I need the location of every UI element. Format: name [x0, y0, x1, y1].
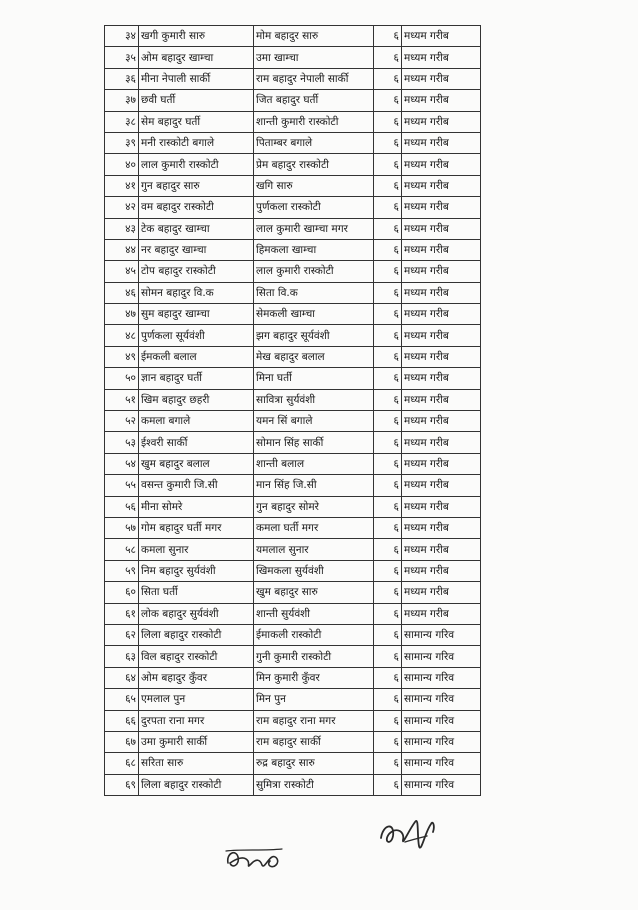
table-row [105, 411, 481, 432]
guardian-name-cell: खिमकला सुर्यवंशी [254, 560, 374, 581]
ward-number-cell: ६ [374, 646, 402, 667]
serial-number-cell: ६४ [105, 667, 139, 688]
ward-number-cell: ६ [374, 411, 402, 432]
ward-number-cell: ६ [374, 475, 402, 496]
serial-number-cell: ६० [105, 582, 139, 603]
guardian-name-cell: जित बहादुर घर्ती [254, 90, 374, 111]
poverty-category-cell: सामान्य गरिव [402, 710, 481, 731]
ward-number-cell: ६ [374, 496, 402, 517]
poverty-category-cell: मध्यम गरीब [402, 496, 481, 517]
serial-number-cell: ६८ [105, 753, 139, 774]
beneficiary-name-cell: खिम बहादुर छहरी [139, 389, 254, 410]
ward-number-cell: ६ [374, 667, 402, 688]
ward-number-cell: ६ [374, 731, 402, 752]
serial-number-cell: ६६ [105, 710, 139, 731]
serial-number-cell: ४७ [105, 304, 139, 325]
beneficiary-name-cell: सरिता सारु [139, 753, 254, 774]
beneficiary-name-cell: वम बहादुर रास्कोटी [139, 197, 254, 218]
beneficiary-name-cell: लिला बहादुर रास्कोटी [139, 624, 254, 645]
guardian-name-cell: राम बहादुर सार्की [254, 731, 374, 752]
poverty-category-cell: मध्यम गरीब [402, 582, 481, 603]
table-row [105, 154, 481, 175]
poverty-category-cell: मध्यम गरीब [402, 475, 481, 496]
ward-number-cell: ६ [374, 517, 402, 538]
beneficiary-name-cell: निम बहादुर सुर्यवंशी [139, 560, 254, 581]
serial-number-cell: ४४ [105, 239, 139, 260]
guardian-name-cell: यमलाल सुनार [254, 539, 374, 560]
guardian-name-cell: उमा खाम्चा [254, 47, 374, 68]
table-row [105, 132, 481, 153]
ward-number-cell: ६ [374, 389, 402, 410]
guardian-name-cell: गुन बहादुर सोमरे [254, 496, 374, 517]
serial-number-cell: ३५ [105, 47, 139, 68]
poverty-category-cell: मध्यम गरीब [402, 68, 481, 89]
beneficiary-name-cell: पुर्णकला सूर्यवंशी [139, 325, 254, 346]
signature-left [222, 843, 288, 877]
beneficiary-name-cell: वसन्त कुमारी जि.सी [139, 475, 254, 496]
ward-number-cell: ६ [374, 432, 402, 453]
ward-number-cell: ६ [374, 261, 402, 282]
serial-number-cell: ६२ [105, 624, 139, 645]
poverty-category-cell: सामान्य गरिव [402, 753, 481, 774]
ward-number-cell: ६ [374, 774, 402, 795]
guardian-name-cell: लाल कुमारी रास्कोटी [254, 261, 374, 282]
beneficiary-name-cell: कमला सुनार [139, 539, 254, 560]
table-row [105, 325, 481, 346]
guardian-name-cell: कमला घर्ती मगर [254, 517, 374, 538]
guardian-name-cell: रुद्र बहादुर सारु [254, 753, 374, 774]
ward-number-cell: ६ [374, 624, 402, 645]
poverty-category-cell: मध्यम गरीब [402, 389, 481, 410]
ward-number-cell: ६ [374, 453, 402, 474]
guardian-name-cell: लाल कुमारी खाम्चा मगर [254, 218, 374, 239]
guardian-name-cell: मोम बहादुर सारु [254, 26, 374, 47]
poverty-category-cell: मध्यम गरीब [402, 175, 481, 196]
table-row [105, 261, 481, 282]
beneficiary-name-cell: टेक बहादुर खाम्चा [139, 218, 254, 239]
guardian-name-cell: मान सिंह जि.सी [254, 475, 374, 496]
serial-number-cell: ५४ [105, 453, 139, 474]
ward-number-cell: ६ [374, 346, 402, 367]
serial-number-cell: ४३ [105, 218, 139, 239]
serial-number-cell: ६५ [105, 689, 139, 710]
guardian-name-cell: सेमकली खाम्चा [254, 304, 374, 325]
beneficiary-name-cell: लोक बहादुर सुर्यवंशी [139, 603, 254, 624]
ward-number-cell: ६ [374, 689, 402, 710]
serial-number-cell: ४६ [105, 282, 139, 303]
table-row [105, 239, 481, 260]
beneficiary-name-cell: लिला बहादुर रास्कोटी [139, 774, 254, 795]
table-row [105, 774, 481, 795]
poverty-category-cell: मध्यम गरीब [402, 368, 481, 389]
serial-number-cell: ४९ [105, 346, 139, 367]
table-row [105, 646, 481, 667]
serial-number-cell: ३९ [105, 132, 139, 153]
poverty-category-cell: मध्यम गरीब [402, 325, 481, 346]
table-row [105, 603, 481, 624]
table-row [105, 624, 481, 645]
beneficiary-name-cell: छवी घर्ती [139, 90, 254, 111]
poverty-category-cell: मध्यम गरीब [402, 47, 481, 68]
serial-number-cell: ५२ [105, 411, 139, 432]
serial-number-cell: ५० [105, 368, 139, 389]
beneficiary-name-cell: दुरपता राना मगर [139, 710, 254, 731]
serial-number-cell: ६१ [105, 603, 139, 624]
guardian-name-cell: ईमाकली रास्कोटी [254, 624, 374, 645]
table-row [105, 68, 481, 89]
poverty-category-cell: मध्यम गरीब [402, 239, 481, 260]
table-row [105, 175, 481, 196]
table-row [105, 689, 481, 710]
serial-number-cell: ४२ [105, 197, 139, 218]
beneficiary-name-cell: कमला बगाले [139, 411, 254, 432]
beneficiary-table [104, 25, 481, 796]
poverty-category-cell: सामान्य गरिव [402, 689, 481, 710]
table-row [105, 582, 481, 603]
poverty-category-cell: मध्यम गरीब [402, 132, 481, 153]
beneficiary-name-cell: नर बहादुर खाम्चा [139, 239, 254, 260]
guardian-name-cell: मिन पुन [254, 689, 374, 710]
ward-number-cell: ६ [374, 325, 402, 346]
poverty-category-cell: मध्यम गरीब [402, 411, 481, 432]
table-row [105, 475, 481, 496]
beneficiary-name-cell: ओम बहादुर खाम्चा [139, 47, 254, 68]
serial-number-cell: ३८ [105, 111, 139, 132]
beneficiary-name-cell: सेम बहादुर घर्ती [139, 111, 254, 132]
table-row [105, 517, 481, 538]
signature-right [375, 812, 445, 860]
ward-number-cell: ६ [374, 218, 402, 239]
poverty-category-cell: मध्यम गरीब [402, 26, 481, 47]
poverty-category-cell: सामान्य गरिव [402, 667, 481, 688]
serial-number-cell: ४१ [105, 175, 139, 196]
serial-number-cell: ५३ [105, 432, 139, 453]
beneficiary-name-cell: लाल कुमारी रास्कोटी [139, 154, 254, 175]
beneficiary-name-cell: ईमकली बलाल [139, 346, 254, 367]
guardian-name-cell: राम बहादुर राना मगर [254, 710, 374, 731]
guardian-name-cell: शान्ती कुमारी रास्कोटी [254, 111, 374, 132]
table-row [105, 346, 481, 367]
guardian-name-cell: सुमित्रा रास्कोटी [254, 774, 374, 795]
ward-number-cell: ६ [374, 603, 402, 624]
beneficiary-name-cell: खगी कुमारी सारु [139, 26, 254, 47]
table-row [105, 197, 481, 218]
table-row [105, 26, 481, 47]
guardian-name-cell: खगि सारु [254, 175, 374, 196]
poverty-category-cell: सामान्य गरिव [402, 774, 481, 795]
guardian-name-cell: सोमान सिंह सार्की [254, 432, 374, 453]
guardian-name-cell: मिन कुमारी कुँवर [254, 667, 374, 688]
ward-number-cell: ६ [374, 753, 402, 774]
ward-number-cell: ६ [374, 539, 402, 560]
poverty-category-cell: मध्यम गरीब [402, 261, 481, 282]
ward-number-cell: ६ [374, 560, 402, 581]
beneficiary-name-cell: एमलाल पुन [139, 689, 254, 710]
table-row [105, 539, 481, 560]
table-row [105, 368, 481, 389]
poverty-category-cell: सामान्य गरिव [402, 624, 481, 645]
poverty-category-cell: मध्यम गरीब [402, 304, 481, 325]
guardian-name-cell: पुर्णकला रास्कोटी [254, 197, 374, 218]
poverty-category-cell: मध्यम गरीब [402, 517, 481, 538]
table-row [105, 496, 481, 517]
poverty-category-cell: मध्यम गरीब [402, 154, 481, 175]
poverty-category-cell: सामान्य गरिव [402, 731, 481, 752]
guardian-name-cell: झग बहादुर सूर्यवंशी [254, 325, 374, 346]
table-row [105, 304, 481, 325]
table-row [105, 753, 481, 774]
serial-number-cell: ६९ [105, 774, 139, 795]
guardian-name-cell: मिना घर्ती [254, 368, 374, 389]
table-row [105, 560, 481, 581]
serial-number-cell: ४८ [105, 325, 139, 346]
ward-number-cell: ६ [374, 282, 402, 303]
beneficiary-name-cell: सोमन बहादुर वि.क [139, 282, 254, 303]
poverty-category-cell: मध्यम गरीब [402, 90, 481, 111]
serial-number-cell: ४५ [105, 261, 139, 282]
table-row [105, 47, 481, 68]
ward-number-cell: ६ [374, 239, 402, 260]
serial-number-cell: ५९ [105, 560, 139, 581]
beneficiary-name-cell: मीना सोमरे [139, 496, 254, 517]
table-body [105, 26, 481, 796]
ward-number-cell: ६ [374, 154, 402, 175]
beneficiary-name-cell: उमा कुमारी सार्की [139, 731, 254, 752]
guardian-name-cell: सिता वि.क [254, 282, 374, 303]
table-row [105, 667, 481, 688]
beneficiary-name-cell: ज्ञान बहादुर घर्ती [139, 368, 254, 389]
ward-number-cell: ६ [374, 368, 402, 389]
guardian-name-cell: शान्ती बलाल [254, 453, 374, 474]
table-row [105, 432, 481, 453]
beneficiary-name-cell: खुम बहादुर बलाल [139, 453, 254, 474]
poverty-category-cell: मध्यम गरीब [402, 282, 481, 303]
poverty-category-cell: मध्यम गरीब [402, 197, 481, 218]
serial-number-cell: ६७ [105, 731, 139, 752]
beneficiary-name-cell: विल बहादुर रास्कोटी [139, 646, 254, 667]
guardian-name-cell: यमन सिं बगाले [254, 411, 374, 432]
ward-number-cell: ६ [374, 47, 402, 68]
ward-number-cell: ६ [374, 90, 402, 111]
table-row [105, 282, 481, 303]
table-row [105, 218, 481, 239]
serial-number-cell: ३६ [105, 68, 139, 89]
beneficiary-name-cell: ओम बहादुर कुँवर [139, 667, 254, 688]
serial-number-cell: ५१ [105, 389, 139, 410]
beneficiary-name-cell: मीना नेपाली सार्की [139, 68, 254, 89]
ward-number-cell: ६ [374, 304, 402, 325]
guardian-name-cell: शान्ती सुर्यवंशी [254, 603, 374, 624]
table-row [105, 731, 481, 752]
table-row [105, 453, 481, 474]
poverty-category-cell: मध्यम गरीब [402, 539, 481, 560]
ward-number-cell: ६ [374, 26, 402, 47]
beneficiary-name-cell: सिता घर्ती [139, 582, 254, 603]
serial-number-cell: ३७ [105, 90, 139, 111]
table-row [105, 111, 481, 132]
poverty-category-cell: सामान्य गरिव [402, 646, 481, 667]
beneficiary-name-cell: ईश्वरी सार्की [139, 432, 254, 453]
poverty-category-cell: मध्यम गरीब [402, 453, 481, 474]
ward-number-cell: ६ [374, 582, 402, 603]
beneficiary-name-cell: गोम बहादुर घर्ती मगर [139, 517, 254, 538]
ward-number-cell: ६ [374, 132, 402, 153]
serial-number-cell: ५७ [105, 517, 139, 538]
poverty-category-cell: मध्यम गरीब [402, 111, 481, 132]
serial-number-cell: ५६ [105, 496, 139, 517]
ward-number-cell: ६ [374, 175, 402, 196]
serial-number-cell: ६३ [105, 646, 139, 667]
beneficiary-name-cell: गुन बहादुर सारु [139, 175, 254, 196]
guardian-name-cell: प्रेम बहादुर रास्कोटी [254, 154, 374, 175]
guardian-name-cell: पिताम्बर बगाले [254, 132, 374, 153]
ward-number-cell: ६ [374, 111, 402, 132]
guardian-name-cell: सावित्रा सुर्यवंशी [254, 389, 374, 410]
beneficiary-name-cell: टोप बहादुर रास्कोटी [139, 261, 254, 282]
guardian-name-cell: मेख बहादुर बलाल [254, 346, 374, 367]
guardian-name-cell: राम बहादुर नेपाली सार्की [254, 68, 374, 89]
ward-number-cell: ६ [374, 710, 402, 731]
serial-number-cell: ५५ [105, 475, 139, 496]
poverty-category-cell: मध्यम गरीब [402, 218, 481, 239]
poverty-category-cell: मध्यम गरीब [402, 560, 481, 581]
beneficiary-name-cell: मनी रास्कोटी बगाले [139, 132, 254, 153]
serial-number-cell: ४० [105, 154, 139, 175]
table-row [105, 389, 481, 410]
ward-number-cell: ६ [374, 68, 402, 89]
ward-number-cell: ६ [374, 197, 402, 218]
table-row [105, 90, 481, 111]
poverty-category-cell: मध्यम गरीब [402, 432, 481, 453]
guardian-name-cell: गुनी कुमारी रास्कोटी [254, 646, 374, 667]
table-row [105, 710, 481, 731]
serial-number-cell: ५८ [105, 539, 139, 560]
guardian-name-cell: हिमकला खाम्चा [254, 239, 374, 260]
serial-number-cell: ३४ [105, 26, 139, 47]
beneficiary-name-cell: सुम बहादुर खाम्चा [139, 304, 254, 325]
poverty-category-cell: मध्यम गरीब [402, 346, 481, 367]
poverty-category-cell: मध्यम गरीब [402, 603, 481, 624]
guardian-name-cell: खुम बहादुर सारु [254, 582, 374, 603]
